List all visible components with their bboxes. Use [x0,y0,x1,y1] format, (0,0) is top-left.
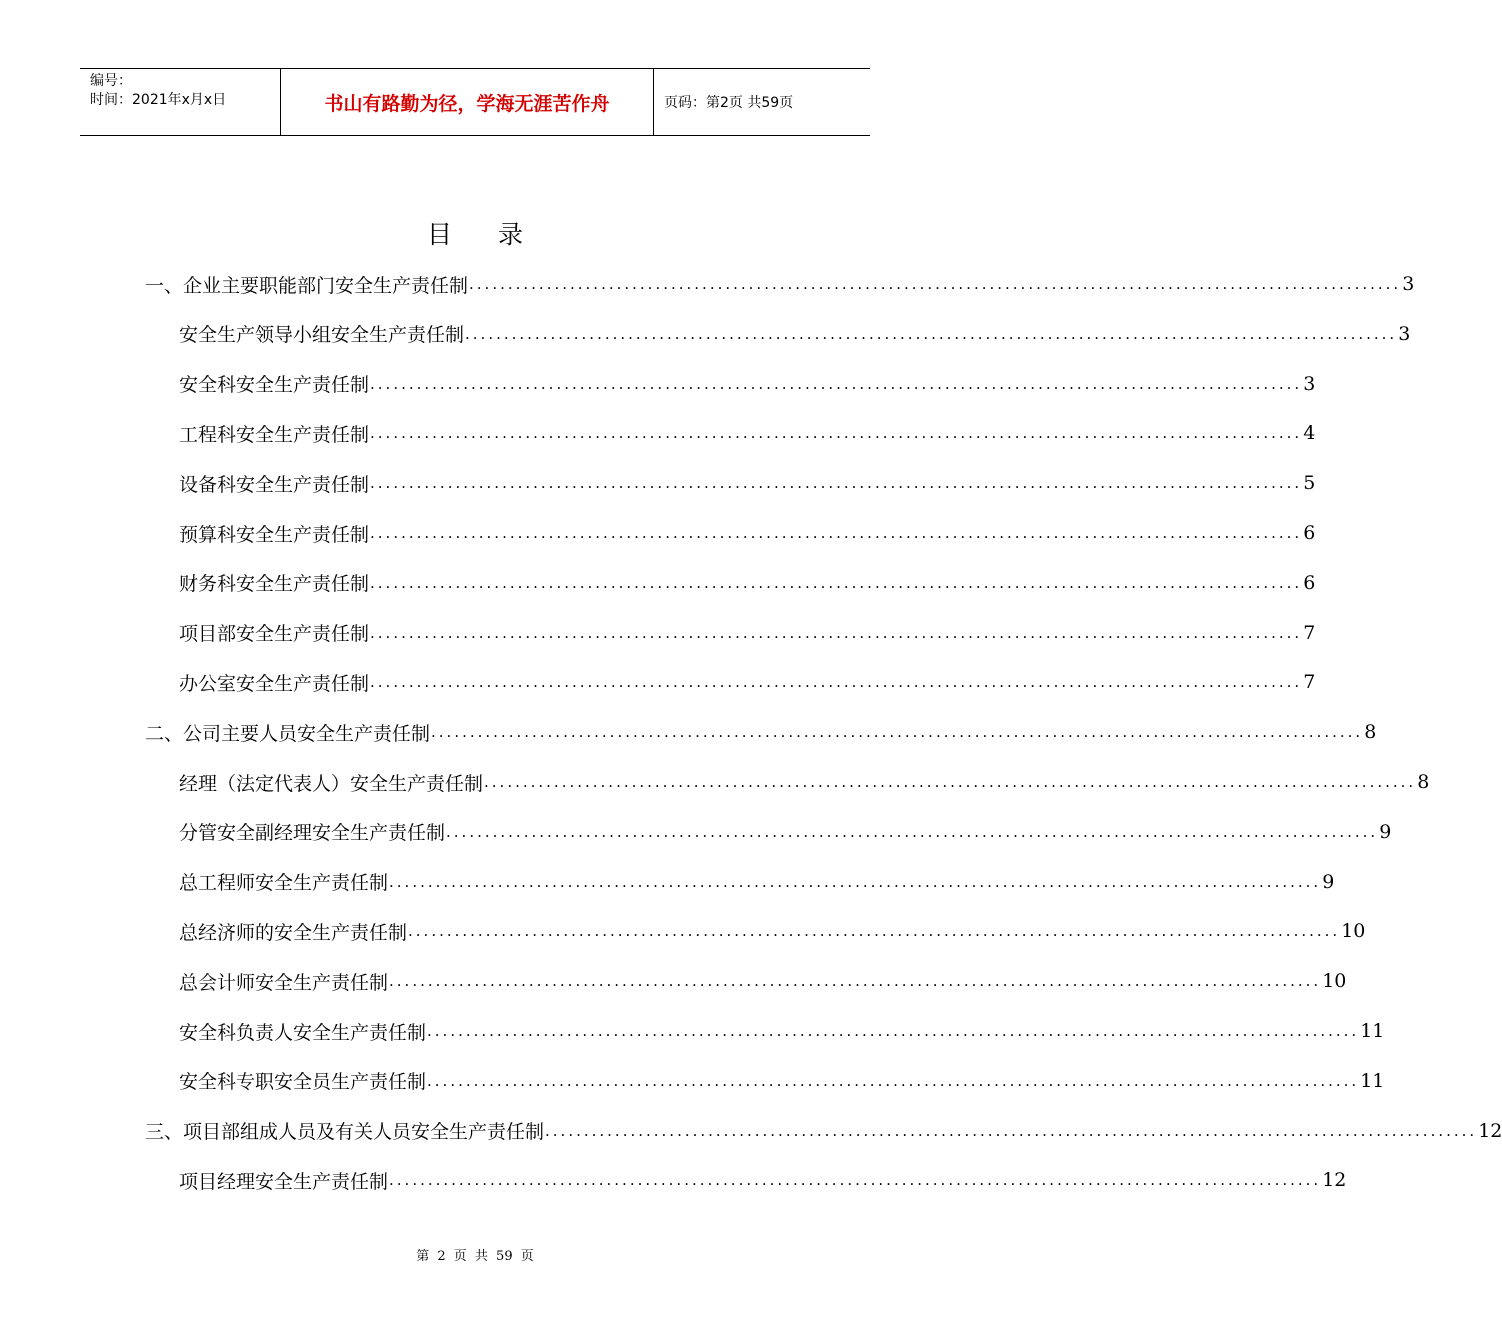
toc-entry-leader: ........................................................................................................................ [370,673,1303,692]
toc-title: 目录 [426,220,569,249]
toc-entry-page: 9 [1322,870,1335,893]
toc-entry-leader: ........................................................................................................................ [389,1171,1322,1190]
toc-entry-label: 分管安全副经理安全生产责任制 [179,822,446,845]
toc-entry-page: 12 [1322,1169,1347,1192]
toc-entry-leader: ........................................................................................................................ [370,374,1303,393]
toc-entry-label: 总工程师安全生产责任制 [179,872,389,895]
toc-entry-leader: ........................................................................................................................ [370,524,1303,542]
toc-entry-label: 预算科安全生产责任制 [179,523,370,546]
toc-entry[interactable] [179,359,1316,409]
toc-entry-page: 10 [1341,920,1366,943]
toc-entry-page: 7 [1303,621,1316,644]
toc-entry-label: 项目部安全生产责任制 [179,623,370,646]
header-page-info: 页码：第2页 共59页 [664,95,794,111]
toc-entry-label: 经理（法定代表人）安全生产责任制 [179,772,484,795]
toc-entry[interactable] [179,508,1316,558]
toc-entry-label: 设备科安全生产责任制 [179,473,370,496]
toc-entry-label: 安全生产领导小组安全生产责任制 [179,324,465,347]
toc-entry-leader: ........................................................................................................................ [545,1121,1478,1140]
toc-entry-label: 安全科安全生产责任制 [179,374,370,397]
toc-entry[interactable] [179,408,1316,458]
toc-entry[interactable] [145,1106,1502,1156]
toc-entry-label: 总经济师的安全生产责任制 [179,921,408,944]
toc-entry[interactable] [179,1006,1385,1056]
toc-entry[interactable] [145,707,1377,757]
toc-entry-label: 项目经理安全生产责任制 [179,1170,389,1193]
toc-entry-label: 总会计师安全生产责任制 [179,971,389,994]
toc-entry-leader: ........................................................................................................................ [469,275,1402,293]
toc-entry-page: 8 [1364,721,1377,744]
page-header [80,68,870,136]
toc-entry[interactable] [179,1056,1385,1106]
toc-entry-page: 12 [1478,1119,1502,1142]
toc-entry-leader: ........................................................................................................................ [427,1022,1360,1040]
toc-entry[interactable] [179,309,1411,359]
toc-entry[interactable] [179,807,1392,857]
toc-entry[interactable] [179,558,1316,608]
toc-entry-page: 6 [1303,522,1316,544]
toc-entry-label: 安全科专职安全员生产责任制 [179,1071,427,1094]
header-meta [80,69,281,135]
toc-entry-leader: ........................................................................................................................ [427,1071,1360,1090]
toc-entry-page: 3 [1303,372,1316,395]
toc-entry-label: 办公室安全生产责任制 [179,672,370,695]
toc-entry-leader: ........................................................................................................................ [370,623,1303,642]
toc-entry-leader: ........................................................................................................................ [389,872,1322,891]
toc-entry-label: 安全科负责人安全生产责任制 [179,1021,427,1044]
toc-entry[interactable] [179,906,1366,956]
toc-entry-page: 11 [1360,1069,1385,1092]
toc-entry-label: 三、项目部组成人员及有关人员安全生产责任制 [145,1121,545,1144]
toc-entry-page: 6 [1303,571,1316,594]
toc-entry-page: 8 [1417,771,1430,793]
toc-entry[interactable] [179,857,1335,907]
toc-entry-page: 11 [1360,1020,1385,1042]
toc-entry-page: 3 [1402,273,1415,295]
toc-entry-page: 3 [1398,322,1411,345]
toc-entry-page: 4 [1303,422,1316,445]
toc-entry-page: 10 [1322,970,1347,993]
toc-entry-page: 5 [1303,472,1316,495]
toc-entry-leader: ........................................................................................................................ [370,474,1303,493]
toc-entry-leader: ........................................................................................................................ [484,773,1417,791]
toc-entry-label: 财务科安全生产责任制 [179,573,370,596]
header-motto: 书山有路勤为径，学海无涯苦作舟 [281,69,654,135]
toc-entry-label: 二、公司主要人员安全生产责任制 [145,722,431,745]
toc-entry[interactable] [179,956,1347,1006]
toc-entry-leader: ........................................................................................................................ [446,822,1379,841]
toc-entry[interactable] [179,458,1316,508]
page-footer: 第 2 页 共 59 页 [416,1249,534,1264]
toc-entry-label: 一、企业主要职能部门安全生产责任制 [145,274,469,297]
toc-entry[interactable] [179,1155,1347,1205]
toc-entry[interactable] [179,608,1316,658]
document-number-label: 编号： [90,73,132,89]
toc-entry-leader: ........................................................................................................................ [370,573,1303,592]
toc-entry-page: 7 [1303,671,1316,694]
toc-entry[interactable] [179,657,1316,707]
toc-entry-leader: ........................................................................................................................ [408,922,1341,941]
toc-entry-page: 9 [1379,820,1392,843]
toc-entry-leader: ........................................................................................................................ [389,972,1322,991]
toc-entry-leader: ........................................................................................................................ [431,723,1364,742]
toc-entry-label: 工程科安全生产责任制 [179,423,370,446]
toc-entry-leader: ........................................................................................................................ [370,424,1303,443]
toc-entry[interactable] [145,259,1415,309]
toc-entry[interactable] [179,757,1430,807]
toc-entry-leader: ........................................................................................................................ [465,324,1398,343]
document-time-label: 时间：2021年x月x日 [90,92,227,108]
